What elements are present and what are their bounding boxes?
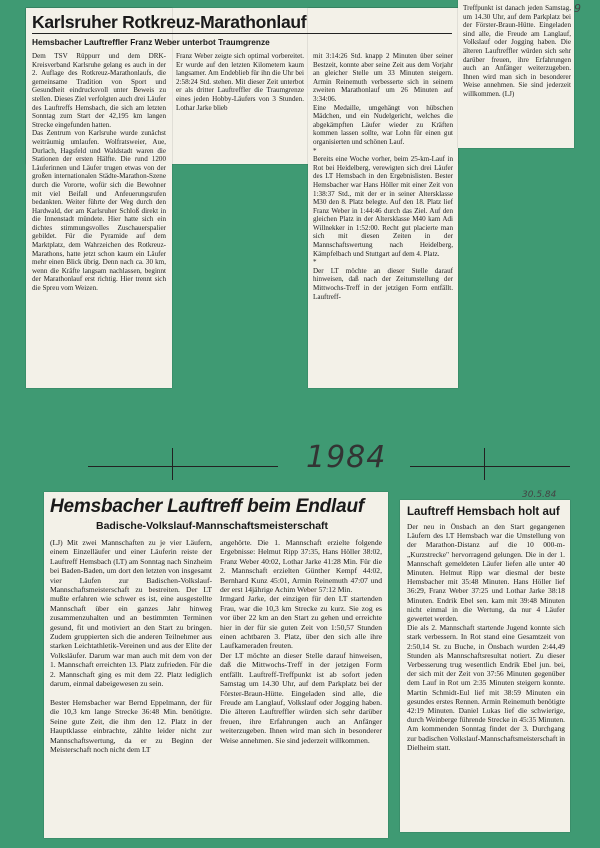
article1-headline-rule (32, 33, 452, 34)
article1-column-3: mit 3:14:26 Std. knapp 2 Minuten über seiner Bestzeit, konnte aber seine Zeit aus dem Vorjahr an gleicher Stelle um 33 Minuten steigern. Armin Reinemuth verbesserte sich in seinem zweiten Marathonlauf um 26 Minuten auf 3:34:06. Eine Medaille, umgehängt von hübschen Mädchen, und ein Nudelgericht, welches die abgekämpften Läufer wieder zu Kräften kommen lassen sollte, war Lohn für einen gut organisierten und schönen Lauf. * Bereits eine Woche vorher, beim 25-km-Lauf in Rot bei Heidelberg, verewigten sich drei Läufer des LT Hemsbach in den Ergebnislisten. Bester Hemsbacher war Hans Höller mit einer Zeit von 1:38:37 Std., mit der er in seiner Altersklasse M30 den 8. Platz belegte. Auf den 18. Platz lief Franz Weber in 1:44:46 durch das Ziel. Auf den gleichen Platz in der Altersklasse M40 kam Adi Willnekker in 1:52:00. Recht gut placierte man sich mit diesen Zeiten in der Mannschaftswertung nach Heidelberg, Kämpfelbach und Stuttgart auf dem 4. Platz. * Der LT möchte an dieser Stelle darauf hinweisen, daß nach der Zeitumstellung der Mittwochs-Treff in der jetzigen Form entfällt. Lauftreff- (313, 52, 453, 301)
article3-body: Der neu in Önsbach an den Start gegangenen Läufern des LT Hemsbach war die Umstellung von der Marathon-Distanz auf die 10 000-m-„Kurzstrecke" hervorragend gelungen. Die in der 1. Mannschaft gemeldeten Läufer liefen alle unter 40 Minuten. Helmut Ripp war diesmal der beste Hemsbacher mit 35:48 Minuten. Hans Höller lief 36:29, Franz Weber 37:25 und Lothar Jarke 38:18 Minuten. Endrik Ebel sen. kam mit 39:48 Minuten nicht einmal in die Wertung, da nur 4 Läufer gewertet werden. Die als 2. Mannschaft startende Jugend konnte sich stark verbessern. In Rot stand eine Gesamtzeit von 2:50,14 St. zu Buche, in Önsbach wurden 2:44,49 Stunden als Mannschaftsresultat notiert. Zu dieser Verbesserung trug wesentlich Endrik Ebel jun. bei, der sich mit der Zeit von 37:56 Minuten gegenüber dem Lauf in Rot um 2:35 Minuten steigern konnte. Martin Schmidt-Eul lief mit 38:59 Minuten ein gesundes erstes Rennen. Armin Reinemuth benötigte 42:19 Minuten. Daniel Lukas lief die schwierige, durch Weinberge führende Strecke in 45:35 Minuten. Am kommenden Sonntag findet der 3. Durchgang zur badischen Volkslauf-Mannschaftsmeisterschaft in Dielheim statt. (407, 522, 565, 752)
year-divider-right-line (410, 466, 570, 467)
handwritten-year: 1984 (306, 440, 387, 475)
handwritten-page-number: 9 (574, 2, 581, 15)
year-divider-left-line (88, 466, 278, 467)
article2-column-1: (LJ) Mit zwei Mannschaften zu je vier Läufern, einem Einzelläufer und einer Läuferin reiste der Lauftreff Hemsbach (LT) am Sonntag nach Sinzheim bei Baden-Baden, um dort den letzten von insgesamt vier Läufen zur Badischen-Volkslauf-Mannschaftsmeisterschaft zu bestreiten. Der LT mußte erfahren wie schwer es ist, eine ausgestellte Mannschaft über ein ganzes Jahr hinweg zusammenzuhalten und an bestimmten Terminen gesund, fit und motiviert an den Start zu bringen. Zudem gruppierten sich die anderen Teilnehmer aus starken Leichtathletik-Vereinen und aus der Elite der Volksläufer. Darum war man auch mit dem von der 1. Mannschaft erreichten 13. Platz zufrieden. Für die 2. Mannschaft ging es mit dem 22. Platz lediglich darum, einmal dabeigewesen zu sein. Bester Hemsbacher war Bernd Eppelmann, der für die 10,3 km lange Strecke 36:48 Min. benötigte. Seine gute Zeit, die ihm den 12. Platz in der Hauptklasse einbrachte, zählte leider nicht zur Mannschaftswertung, da er zu Beginn der Meisterschaft noch nicht dem LT (50, 538, 212, 754)
article2-column-2: angehörte. Die 1. Mannschaft erzielte folgende Ergebnisse: Helmut Ripp 37:35, Hans Höller 38:02, Franz Weber 40:02, Lothar Jarke 41:28 Min. Für die 2. Mannschaft erzielten Günther Kempf 44:02, Bernhard Kunz 45:01, Armin Reinemuth 47:07 und der erst 14jährige Achim Weber 57:12 Min. Irmgard Jarke, der einzigen für den LT startenden Frau, war die 10,3 km Strecke zu kurz. Sie zog es vor über 22 km an den Start zu gehen und erreichte hier in der für sie guten Zeit von 1:50,57 Stunden einen achtbaren 3. Platz, über den sich alle ihre Laufkameraden freuten. Der LT möchte an dieser Stelle darauf hinweisen, daß die Mittwochs-Treff in der jetzigen Form entfällt. Lauftreff-Treffpunkt ist ab sofort jeden Samstag um 14.30 Uhr, auf dem Parkplatz bei der Förster-Braun-Hütte. Eingeladen sind alle, die Freude am Langlauf, Volkslauf oder Jogging haben. Die älteren Lauftreffler würden sich sehr darüber freuen, ihre Erfahrungen auch an Anfänger weiterzugeben. Ihnen wird man sich in besonderer Weise annehmen. Sie sind jederzeit willkommen. (220, 538, 382, 745)
year-divider-right-stem (484, 448, 485, 480)
handwritten-date: 30.5.84 (522, 490, 557, 500)
year-divider-left-stem (172, 448, 173, 480)
article2-headline: Hemsbacher Lauftreff beim Endlauf (50, 496, 365, 517)
article1-headline: Karlsruher Rotkreuz-Marathonlauf (32, 12, 307, 32)
article1-column-4: Treffpunkt ist danach jeden Samstag, um 14.30 Uhr, auf dem Parkplatz bei der Förster-Braun-Hütte. Eingeladen sind alle, die Freude am Langlauf, Volkslauf oder Jogging haben. Die älteren Lauftreffler würden sich sehr darüber freuen, ihre Erfahrungen auch an Anfänger weiterzugeben. Ihnen wird man sich in besonderer Weise annehmen. Sie sind jederzeit willkommen. (LJ) (463, 4, 571, 98)
article1-column-2: Franz Weber zeigte sich optimal vorbereitet. Er wurde auf den letzten Kilometern kaum langsamer. Am Endeblieb für ihn die Uhr bei 2:58:24 Std. stehen. Mit dieser Zeit unterbot er als dritter Lauftreffler die Traumgrenze eines jeden Hobby-Läufers von 3 Stunden. Lothar Jarke blieb (176, 52, 304, 112)
article1-subheadline: Hemsbacher Lauftreffler Franz Weber unterbot Traumgrenze (32, 37, 270, 47)
article2-subheadline: Badische-Volkslauf-Mannschaftsmeisterschaft (96, 520, 329, 532)
article1-column-1: Dem TSV Rüppurr und dem DRK-Kreisverband Karlsruhe gelang es auch in der 2. Auflage des Rotkreuz-Marathonlaufs, die gemeinsame Tradition von Sport und Gesundheit eindrucksvoll unter Beweis zu stellen. Dieses Ziel verfolgten auch drei Läufer des Lauftreffs Hemsbach, die sich am letzten Sonntag zum Start der 42,195 km langen Strecke eingefunden hatten. Das Zentrum von Karlsruhe wurde zunächst weiträumig umlaufen. Wolfratsweier, Aue, Durlach, Hagsfeld und Waldstadt waren die Stationen der ersten Hälfte. Die rund 1200 Läuferinnen und Läufer trugen etwas von der großen internationalen Städte-Marathon-Szene durch die Vororte, wofür sich die Bewohner mit viel Beifall und Anfeuerungsrufen bedankten. Weiter führte der Weg durch den Hardwald, der am Karlsruher Schloß direkt in die Innenstadt mündete. Hier hatte sich ein dichtes stimmungsvolles Zuschauerspalier gebildet. Für die Pyramide auf dem Marktplatz, dem Wahrzeichen des Rotkreuz-Marathons, hatte jetzt schon kaum ein Läufer mehr einen Blick übrig. Denn nach ca. 30 km, wenn die Kräfte langsam nachlassen, beginnt der Marathonlauf erst richtig. Hier trennt sich die Spreu vom Weizen. (32, 52, 166, 293)
article3-headline: Lauftreff Hemsbach holt auf (407, 506, 560, 518)
